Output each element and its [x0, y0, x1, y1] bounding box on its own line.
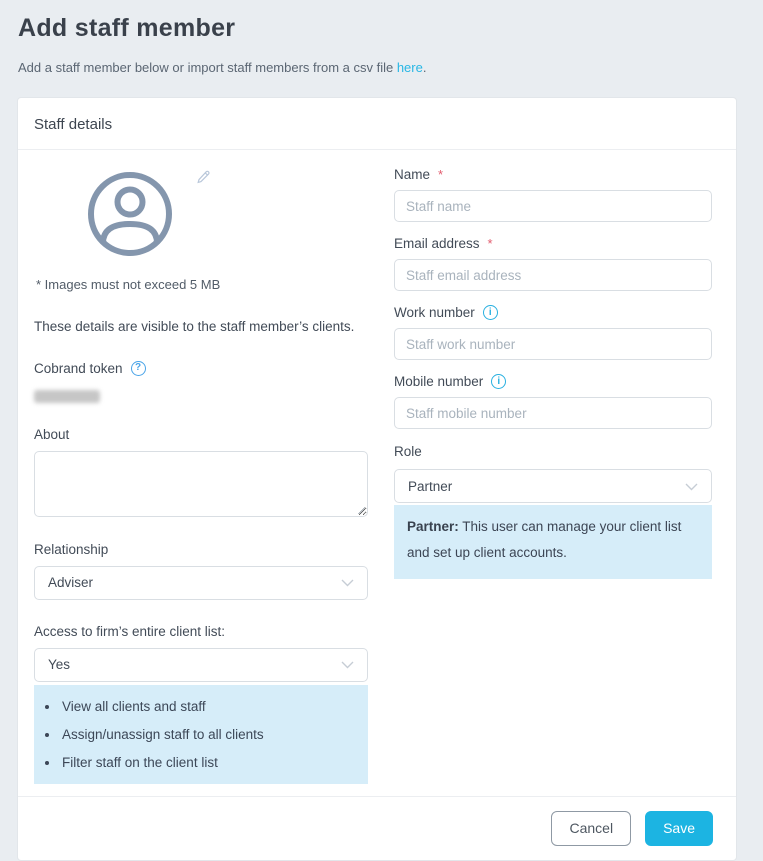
email-field-group	[394, 236, 712, 291]
left-column	[34, 167, 368, 784]
required-asterisk: *	[487, 236, 493, 251]
name-label-row	[394, 167, 712, 182]
email-label-row	[394, 236, 712, 251]
role-select[interactable]	[394, 469, 712, 503]
name-field-group	[394, 167, 712, 222]
cobrand-token-value-redacted	[34, 390, 100, 403]
chevron-down-icon	[685, 479, 698, 494]
name-label: Name	[394, 167, 431, 182]
work-number-label-row	[394, 305, 712, 320]
save-button[interactable]: Save	[645, 811, 713, 846]
image-size-note: * Images must not exceed 5 MB	[36, 277, 221, 292]
page-subtitle	[18, 60, 763, 75]
mobile-number-label-row	[394, 374, 712, 389]
work-number-label: Work number	[394, 305, 475, 320]
permission-item: • View all clients and staff	[60, 699, 358, 714]
permission-item: • Assign/unassign staff to all clients	[60, 727, 358, 742]
email-input[interactable]	[394, 259, 712, 291]
role-label: Role	[394, 444, 422, 459]
card-header: Staff details	[18, 98, 736, 150]
visibility-note: These details are visible to the staff member’s clients.	[34, 319, 355, 334]
info-icon[interactable]: i	[483, 305, 498, 320]
access-label: Access to firm’s entire client list:	[34, 623, 226, 639]
subtitle-period: .	[422, 60, 427, 75]
staff-details-card	[17, 97, 737, 861]
card-footer	[18, 796, 736, 860]
role-description-panel	[394, 505, 712, 579]
relationship-value: Adviser	[48, 575, 94, 591]
relationship-select[interactable]	[34, 566, 368, 600]
cancel-button[interactable]: Cancel	[551, 811, 631, 846]
chevron-down-icon	[341, 657, 354, 672]
avatar-placeholder-icon[interactable]	[87, 171, 173, 262]
role-description-text: This user can manage your client list and set up client accounts.	[407, 519, 682, 561]
about-label: About	[34, 426, 70, 442]
email-label: Email address	[394, 236, 480, 251]
cobrand-token-row	[34, 361, 368, 376]
permission-item: • Filter staff on the client list	[60, 755, 358, 770]
access-select[interactable]	[34, 648, 368, 682]
cobrand-token-label: Cobrand token	[34, 360, 123, 376]
page-title: Add staff member	[18, 14, 236, 42]
subtitle-text: Add a staff member below or import staff members from a csv file	[18, 60, 397, 75]
access-value: Yes	[48, 657, 71, 673]
required-asterisk: *	[438, 167, 444, 182]
relationship-label: Relationship	[34, 541, 109, 557]
mobile-number-input[interactable]	[394, 397, 712, 429]
work-number-field-group	[394, 305, 712, 360]
name-input[interactable]	[394, 190, 712, 222]
import-csv-link[interactable]: here	[396, 60, 423, 75]
chevron-down-icon	[341, 575, 354, 590]
role-field-group	[394, 443, 712, 579]
mobile-number-label: Mobile number	[394, 374, 484, 389]
role-value: Partner	[408, 478, 453, 494]
edit-avatar-pencil-icon[interactable]	[195, 169, 212, 191]
avatar-upload-area	[34, 169, 368, 263]
permissions-list	[34, 685, 368, 784]
help-icon[interactable]: ?	[131, 361, 146, 376]
about-textarea[interactable]	[34, 451, 368, 517]
work-number-input[interactable]	[394, 328, 712, 360]
role-description-prefix: Partner:	[407, 519, 459, 534]
info-icon[interactable]: i	[491, 374, 506, 389]
card-body	[18, 150, 736, 796]
access-permissions-panel	[34, 685, 368, 784]
right-column	[394, 167, 712, 784]
mobile-number-field-group	[394, 374, 712, 429]
